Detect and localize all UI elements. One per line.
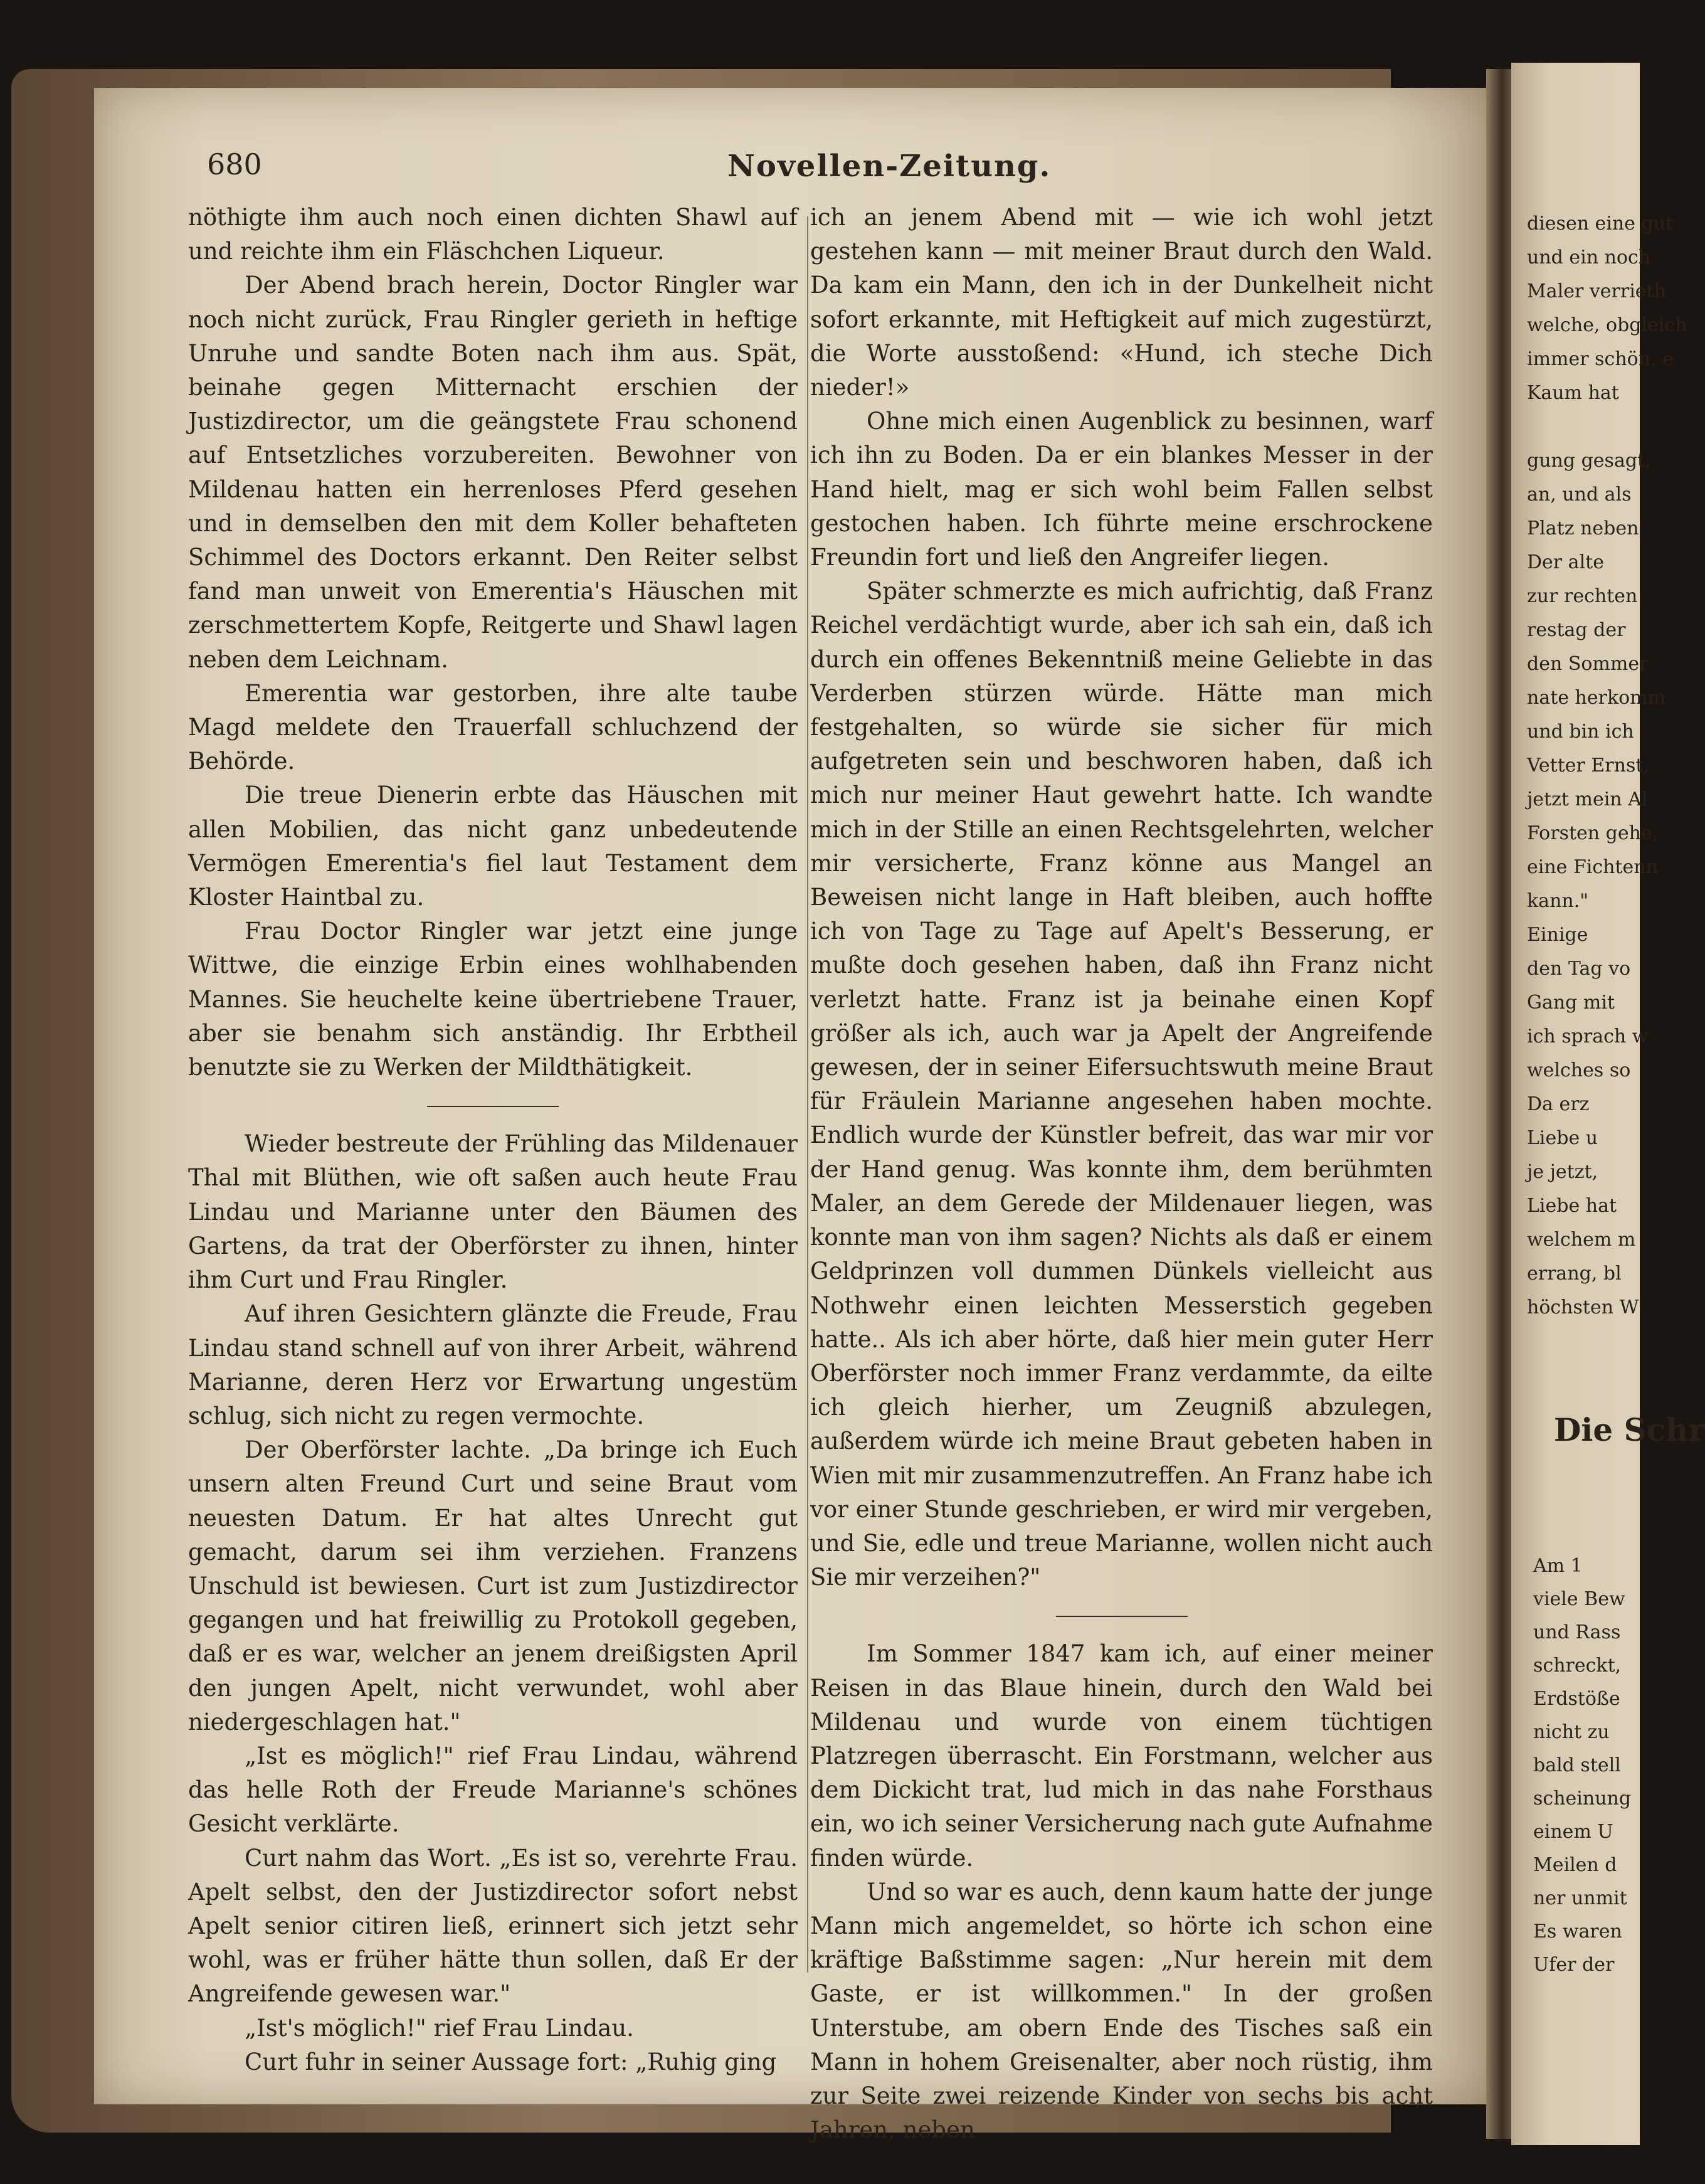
paragraph: Auf ihren Gesichtern glänzte die Freude, Frau Lindau stand schnell auf von ihrer Arbeit, während Marianne, deren Herz vor Erwartung ungestüm schlug, sich nicht zu regen vermochte.	[188, 1300, 798, 1429]
facing-page-line: immer schön, e	[1527, 348, 1674, 370]
facing-page-line: Platz neben	[1527, 517, 1639, 539]
facing-page-line: bald stell	[1533, 1754, 1621, 1776]
facing-page-line: schreckt,	[1533, 1655, 1622, 1677]
facing-page-line: Am 1	[1533, 1555, 1583, 1577]
facing-page-line: Da erz	[1527, 1093, 1590, 1115]
facing-page-line: nate herkomm	[1527, 687, 1666, 709]
facing-page-line: Maler verrieth	[1527, 280, 1666, 302]
facing-page-line: Erdstöße	[1533, 1688, 1620, 1710]
facing-page-heading: Die Schr	[1554, 1411, 1705, 1448]
facing-page-line: den Tag vo	[1527, 958, 1631, 980]
facing-page-line: zur rechten	[1527, 585, 1638, 607]
facing-page-line	[1527, 410, 1640, 444]
paragraph: Später schmerzte es mich aufrichtig, daß Franz Reichel verdächtigt wurde, aber ich sah ein, daß ich durch ein offenes Bekenntniß meine Geliebte in das Verderben stürzen würde. Hätte man mich festgehalten, so würde sie sicher für mich aufgetreten sein und beschworen haben, daß ich mich nur meiner Haut gewehrt hatte. Ich wandte mich in der Stille an einen Rechtsgelehrten, welcher mir versicherte, Franz könne aus Mangel an Beweisen nicht lange in Haft bleiben, auch hoffte ich von Tage zu Tage auf Apelt's Besserung, er mußte doch gesehen haben, daß ihn Franz nicht verletzt hatte. Franz ist ja beinahe einen Kopf größer als ich, auch war ja Apelt der Angreifende gewesen, der in seiner Eifersuchtswuth meine Braut für Fräulein Marianne angesehen haben mochte. Endlich wurde der Künstler befreit, das war mir vor der Hand genug. Was konnte ihm, dem berühmten Maler, an dem Gerede der Mildenauer liegen, was konnte man von ihm sagen? Nichts als daß er einem Geldprinzen voll dummen Dünkels vielleicht aus Nothwehr einen leichten Messerstich gegeben hatte.. Als ich aber hörte, daß hier mein guter Herr Oberförster noch immer Franz verdammte, da eilte ich gleich hierher, um Zeugniß abzulegen, außerdem würde ich meine Braut gebeten haben in Wien mit mir zusammenzutreffen. An Franz habe ich vor einer Stunde geschrieben, er wird mir vergeben, und Sie, edle und treue Marianne, wollen nicht auch Sie mir verzeihen?"	[810, 578, 1433, 1591]
facing-page-line: diesen eine gut	[1527, 213, 1674, 235]
facing-page-line: welche, obgleich	[1527, 314, 1687, 336]
facing-page-line: eine Fichtenn	[1527, 856, 1658, 878]
facing-page-line: Es waren	[1533, 1921, 1622, 1943]
paragraph: Ohne mich einen Augenblick zu besinnen, warf ich ihn zu Boden. Da er ein blankes Messer in der Hand hielt, mag er sich wohl beim Fallen selbst gestochen haben. Ich führte meine erschrockene Freundin fort und ließ den Angreifer liegen.	[810, 408, 1433, 571]
facing-page-line: scheinung	[1533, 1788, 1632, 1810]
facing-page-line: Liebe u	[1527, 1127, 1598, 1149]
paragraph: Wieder bestreute der Frühling das Mildenauer Thal mit Blüthen, wie oft saßen auch heute Frau Lindau und Marianne unter den Bäumen des Gartens, da trat der Oberförster zu ihnen, hinter ihm Curt und Frau Ringler.	[188, 1130, 798, 1294]
page-header	[207, 141, 1273, 198]
facing-page-line: Der alte	[1527, 551, 1604, 573]
paragraph: ich an jenem Abend mit — wie ich wohl jetzt gestehen kann — mit meiner Braut durch den Wald. Da kam ein Mann, den ich in der Dunkelheit nicht sofort erkannte, mit Heftigkeit auf mich zugestürzt, die Worte ausstoßend: «Hund, ich steche Dich nieder!»	[810, 204, 1433, 401]
facing-page-line: und ein noch	[1527, 246, 1651, 268]
running-title: Novellen-Zeitung.	[727, 149, 1052, 184]
facing-page-line: an, und als	[1527, 484, 1632, 506]
paragraph: Die treue Dienerin erbte das Häuschen mit allen Mobilien, das nicht ganz unbedeutende Vermögen Emerentia's fiel laut Testament dem Kloster Haintbal zu.	[188, 782, 798, 911]
paragraph: Der Abend brach herein, Doctor Ringler war noch nicht zurück, Frau Ringler gerieth in heftige Unruhe und sandte Boten nach ihm aus. Spät, beinahe gegen Mitternacht erschien der Justizdirector, um die geängstete Frau schonend auf Entsetzliches vorzubereiten. Bewohner von Mildenau hatten ein herrenloses Pferd gesehen und in demselben den mit dem Koller behafteten Schimmel des Doctors erkannt. Den Reiter selbst fand man unweit von Emerentia's Häuschen mit zerschmettertem Kopfe, Reitgerte und Shawl lagen neben dem Leichnam.	[188, 272, 798, 673]
facing-page-line: nicht zu	[1533, 1721, 1610, 1743]
facing-page-line: Gang mit	[1527, 992, 1615, 1014]
facing-page-line: je jetzt,	[1527, 1161, 1598, 1183]
facing-page-line: Forsten gehe,	[1527, 822, 1659, 844]
facing-page-line: einem U	[1533, 1821, 1613, 1843]
facing-page-line: errang, bl	[1527, 1263, 1622, 1285]
text-column-right	[810, 201, 1433, 2144]
facing-page-fragments-lower	[1533, 1549, 1640, 1981]
facing-page-line: kann."	[1527, 890, 1589, 912]
paragraph: Der Oberförster lachte. „Da bringe ich Euch unsern alten Freund Curt und seine Braut vom neuesten Datum. Er hat altes Unrecht gut gemacht, darum sei ihm verziehen. Franzens Unschuld ist bewiesen. Curt ist zum Justizdirector gegangen und hat freiwillig zu Protokoll gegeben, daß er es war, welcher an jenem dreißigsten April den jungen Apelt, nicht verwundet, wohl aber niedergeschlagen hat."	[188, 1436, 798, 1736]
facing-page-line: restag der	[1527, 619, 1626, 641]
facing-page-line: ich sprach w	[1527, 1026, 1649, 1047]
paragraph: nöthigte ihm auch noch einen dichten Shawl auf und reichte ihm ein Fläschchen Liqueur.	[188, 204, 798, 265]
paragraph: Curt fuhr in seiner Aussage fort: „Ruhig ging	[245, 2048, 777, 2075]
text-column-left	[188, 201, 798, 2075]
page-number: 680	[207, 147, 262, 181]
section-separator	[427, 1106, 559, 1107]
facing-page-line: höchsten W	[1527, 1296, 1639, 1318]
facing-page-line: und Rass	[1533, 1621, 1621, 1643]
paragraph: Frau Doctor Ringler war jetzt eine junge Wittwe, die einzige Erbin eines wohlhabenden Mannes. Sie heuchelte keine übertriebene Trauer, aber sie benahm sich anständig. Ihr Erbtheil benutzte sie zu Werken der Mildthätigkeit.	[188, 918, 798, 1081]
facing-page-fragments	[1527, 207, 1687, 1325]
facing-page-line: den Sommer	[1527, 653, 1649, 675]
paragraph: Emerentia war gestorben, ihre alte taube Magd meldete den Trauerfall schluchzend der Behörde.	[188, 679, 798, 775]
facing-page-line: Kaum hat	[1527, 382, 1619, 404]
facing-page-line: Meilen d	[1533, 1854, 1617, 1876]
paragraph: Im Sommer 1847 kam ich, auf einer meiner Reisen in das Blaue hinein, durch den Wald bei Mildenau und wurde von einem tüchtigen Platzregen überrascht. Ein Forstmann, welcher aus dem Dickicht trat, lud mich in das nahe Forsthaus ein, wo ich seiner Versicherung nach gute Aufnahme finden würde.	[810, 1640, 1433, 1872]
facing-page-line: gung gesagt,	[1527, 450, 1651, 472]
facing-page-line: Vetter Ernst,	[1527, 755, 1649, 777]
facing-page-line: und bin ich	[1527, 721, 1634, 743]
paragraph: „Ist's möglich!" rief Frau Lindau.	[245, 2014, 634, 2042]
section-separator	[1056, 1616, 1188, 1617]
facing-page-line: Liebe hat	[1527, 1195, 1617, 1217]
facing-page-line: welches so	[1527, 1059, 1631, 1081]
paragraph: Curt nahm das Wort. „Es ist so, verehrte Frau. Apelt selbst, den der Justizdirector sofort nebst Apelt senior citiren ließ, erinnert sich jetzt sehr wohl, was er früher hätte thun sollen, daß Er der Angreifende gewesen war."	[188, 1844, 798, 2008]
facing-page-line: welchem m	[1527, 1229, 1636, 1251]
facing-page-line: jetzt mein Al	[1527, 788, 1648, 810]
facing-page-line: Ufer der	[1533, 1954, 1615, 1976]
paragraph: Und so war es auch, denn kaum hatte der junge Mann mich angemeldet, so hörte ich schon eine kräftige Baßstimme sagen: „Nur herein mit dem Gaste, er ist willkommen." In der großen Unterstube, am obern Ende des Tisches saß ein Mann in hohem Greisenalter, aber noch rüstig, ihm zur Seite zwei reizende Kinder von sechs bis acht Jahren, neben	[810, 1878, 1433, 2144]
column-divider	[807, 216, 808, 1973]
paragraph: „Ist es möglich!" rief Frau Lindau, während das helle Roth der Freude Marianne's schönes Gesicht verklärte.	[188, 1742, 798, 1838]
facing-page-line: ner unmit	[1533, 1887, 1627, 1909]
facing-page-line: Einige	[1527, 924, 1588, 946]
facing-page-line: viele Bew	[1533, 1588, 1625, 1610]
